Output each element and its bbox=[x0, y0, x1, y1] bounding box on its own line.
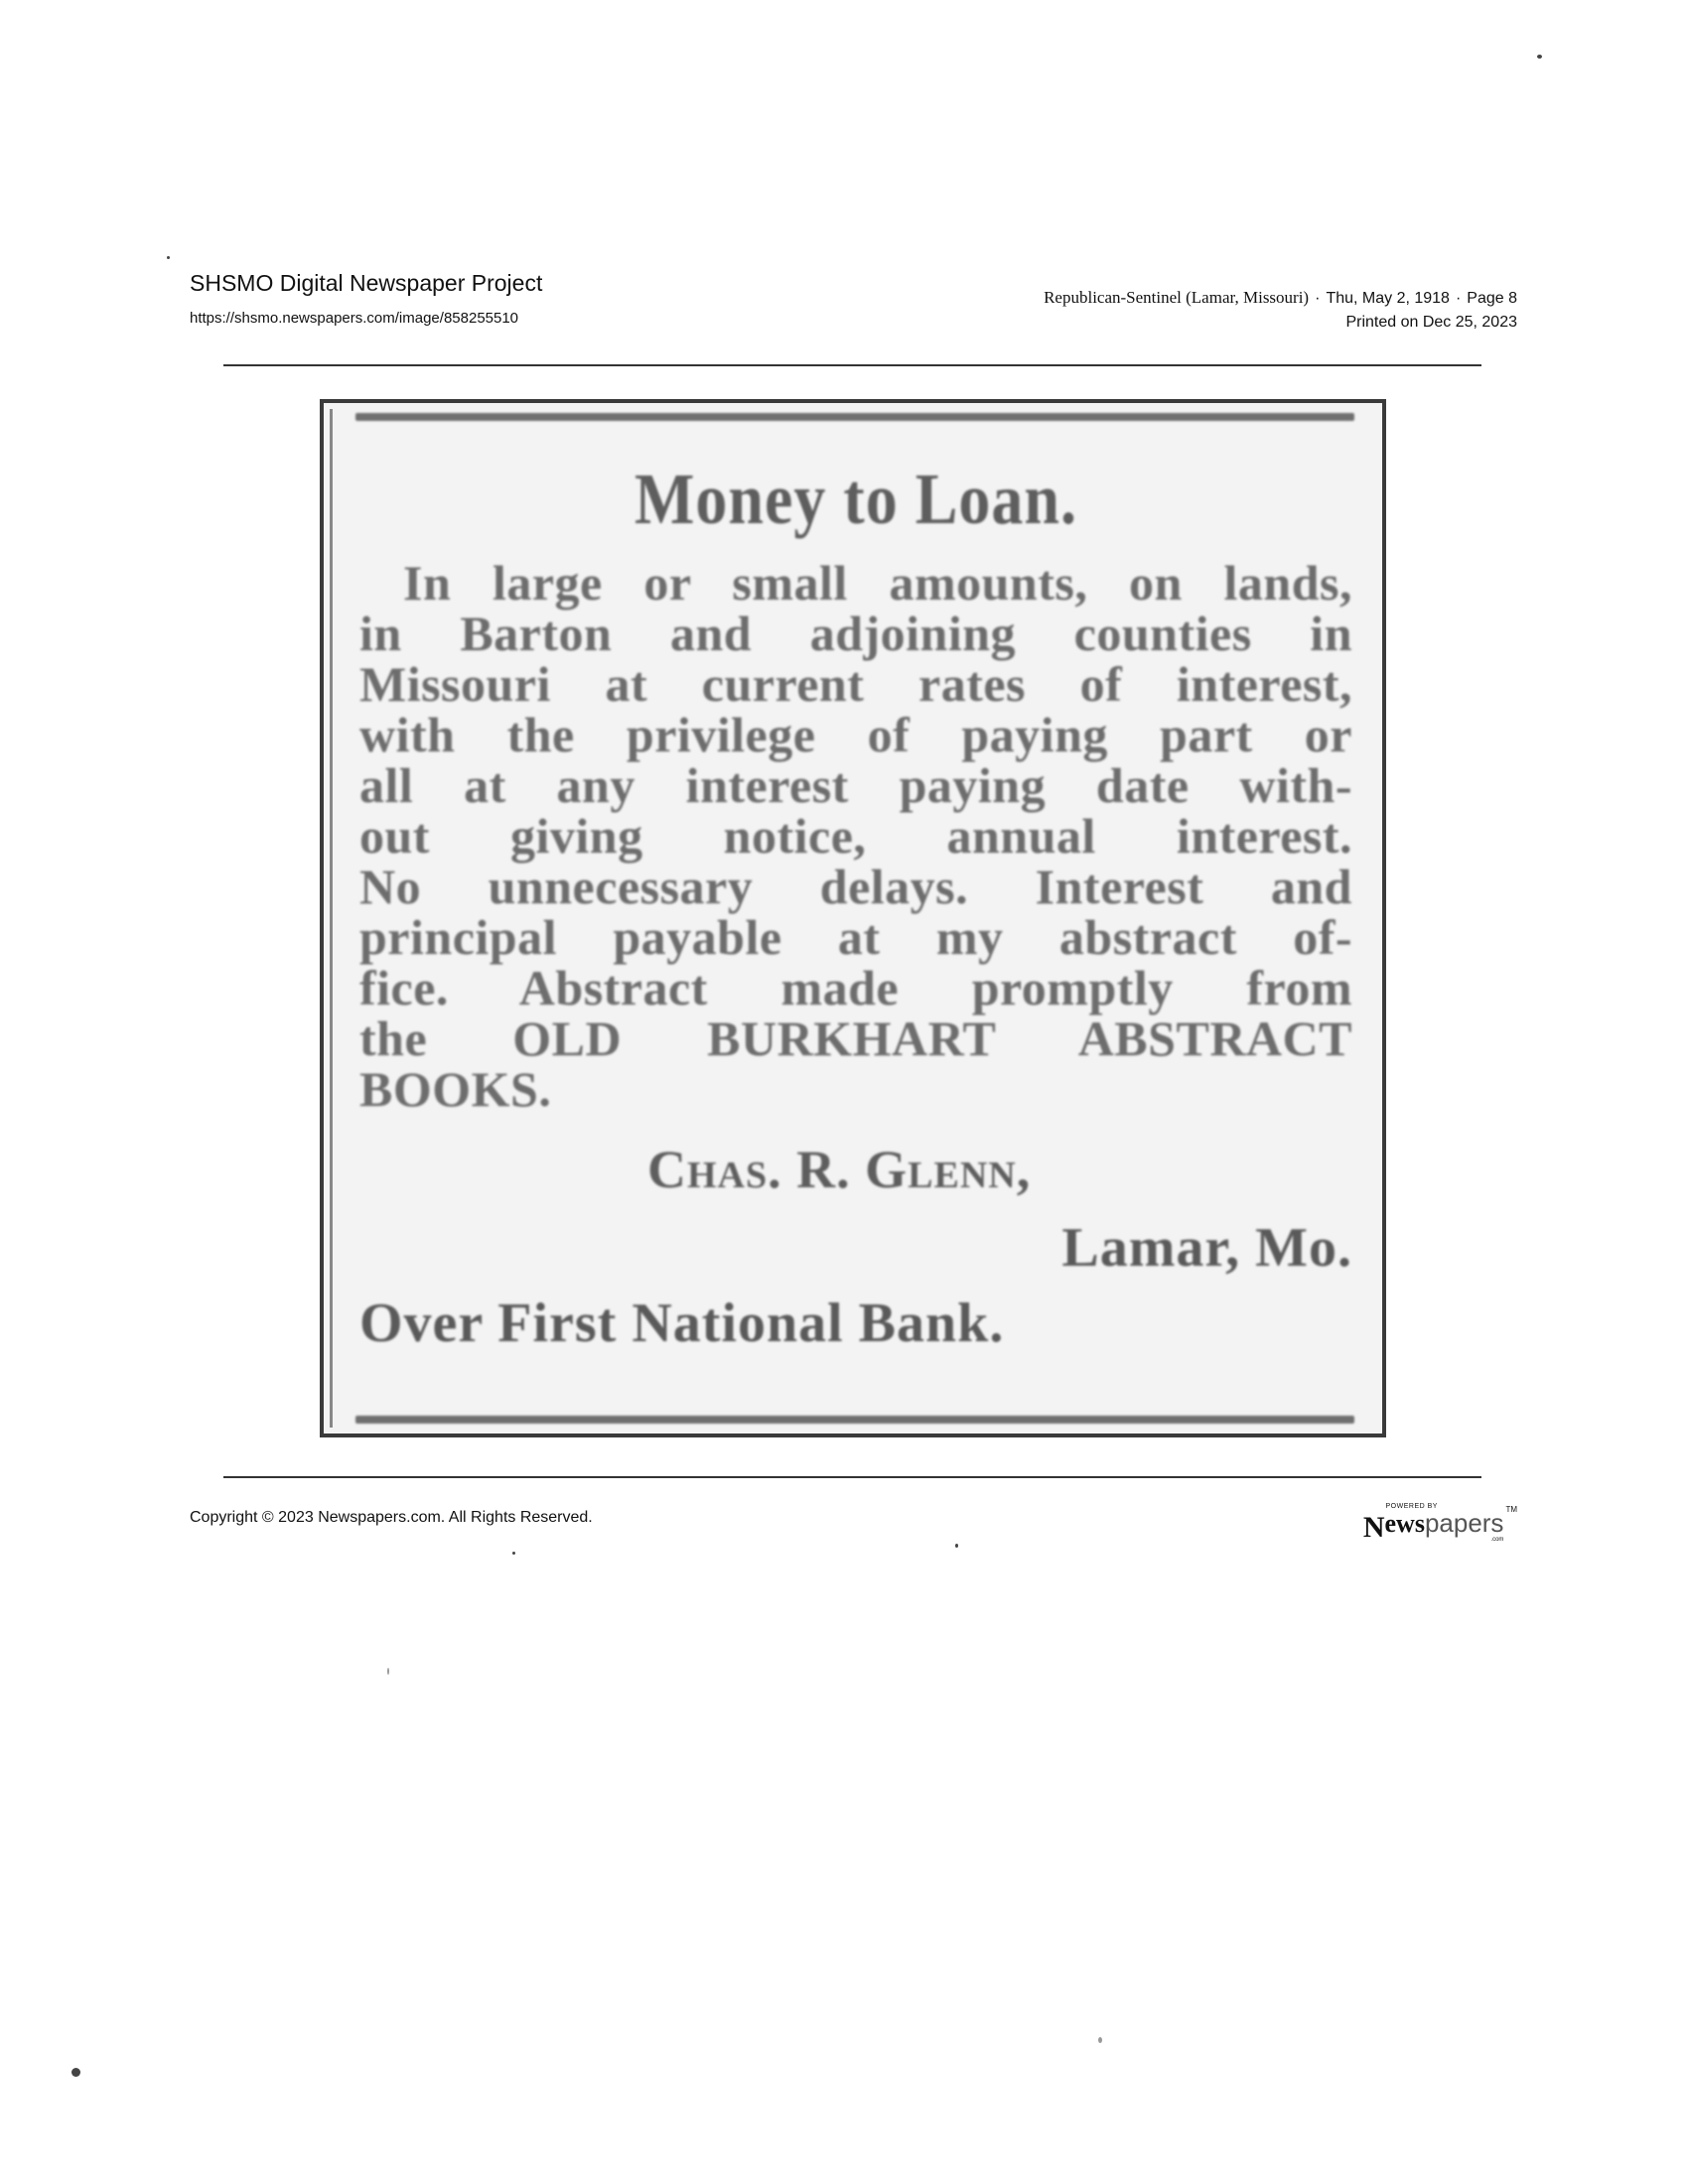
logo-word bbox=[1385, 1510, 1504, 1537]
printed-date: Printed on Dec 25, 2023 bbox=[1345, 314, 1517, 331]
ad-body-line: out giving notice, annual interest. bbox=[359, 808, 1352, 864]
newspapers-logo bbox=[1363, 1503, 1517, 1543]
ad-body-line: fice. Abstract made promptly from bbox=[359, 960, 1352, 1016]
separator: · bbox=[1315, 290, 1321, 307]
citation-line bbox=[1044, 288, 1517, 308]
scan-speck bbox=[1098, 2037, 1102, 2043]
ad-body-line: all at any interest paying date with- bbox=[359, 757, 1352, 813]
scan-speck bbox=[955, 1544, 958, 1548]
page-header-right bbox=[1044, 288, 1517, 332]
newspaper-clipping bbox=[320, 399, 1386, 1437]
page-number: Page 8 bbox=[1467, 290, 1517, 307]
footer-divider bbox=[223, 1476, 1481, 1478]
logo-papers: papers bbox=[1424, 1508, 1504, 1538]
ad-office: Over First National Bank. bbox=[359, 1293, 1005, 1354]
logo-com: .com bbox=[1490, 1537, 1504, 1543]
ad-body-line: BOOKS. bbox=[359, 1061, 552, 1117]
ad-body-line: with the privilege of paying part or bbox=[359, 707, 1352, 762]
ad-body-line: In large or small amounts, on lands, bbox=[403, 555, 1352, 611]
clipping-top-bar bbox=[355, 413, 1354, 421]
separator: · bbox=[1455, 290, 1462, 307]
page-header-left bbox=[190, 270, 542, 327]
logo-trademark: TM bbox=[1505, 1505, 1517, 1514]
ad-body-line: the OLD BURKHART ABSTRACT bbox=[359, 1011, 1352, 1066]
scan-speck bbox=[387, 1668, 389, 1675]
logo-powered-by: POWERED BY bbox=[1385, 1503, 1438, 1510]
issue-date: Thu, May 2, 1918 bbox=[1326, 290, 1450, 307]
ad-body-line: Missouri at current rates of interest, bbox=[359, 656, 1352, 712]
scan-speck bbox=[167, 256, 170, 259]
scan-speck bbox=[512, 1552, 515, 1555]
project-name: SHSMO Digital Newspaper Project bbox=[190, 270, 543, 296]
ad-body-line: No unnecessary delays. Interest and bbox=[359, 859, 1352, 914]
clipping-bottom-bar bbox=[355, 1416, 1354, 1424]
logo-wordmark bbox=[1385, 1503, 1504, 1543]
scan-speck bbox=[1537, 55, 1542, 59]
ad-place: Lamar, Mo. bbox=[1061, 1217, 1352, 1279]
ad-body-line: in Barton and adjoining counties in bbox=[359, 606, 1352, 661]
copyright-notice: Copyright © 2023 Newspapers.com. All Rights Reserved. bbox=[190, 1509, 593, 1526]
logo-ews: ews bbox=[1384, 1509, 1425, 1538]
ad-signature: Chas. R. Glenn, bbox=[647, 1140, 1032, 1199]
header-divider bbox=[223, 364, 1481, 366]
scan-speck bbox=[71, 2068, 80, 2077]
advertisement bbox=[359, 443, 1352, 1355]
ad-body-line: principal payable at my abstract of- bbox=[359, 909, 1352, 965]
logo-letter: N bbox=[1362, 1511, 1385, 1544]
clipping-left-rule bbox=[330, 409, 333, 1428]
image-url[interactable]: https://shsmo.newspapers.com/image/858255510 bbox=[190, 310, 519, 327]
newspaper-name: Republican-Sentinel (Lamar, Missouri) bbox=[1044, 288, 1310, 307]
ad-title: Money to Loan. bbox=[634, 458, 1077, 540]
